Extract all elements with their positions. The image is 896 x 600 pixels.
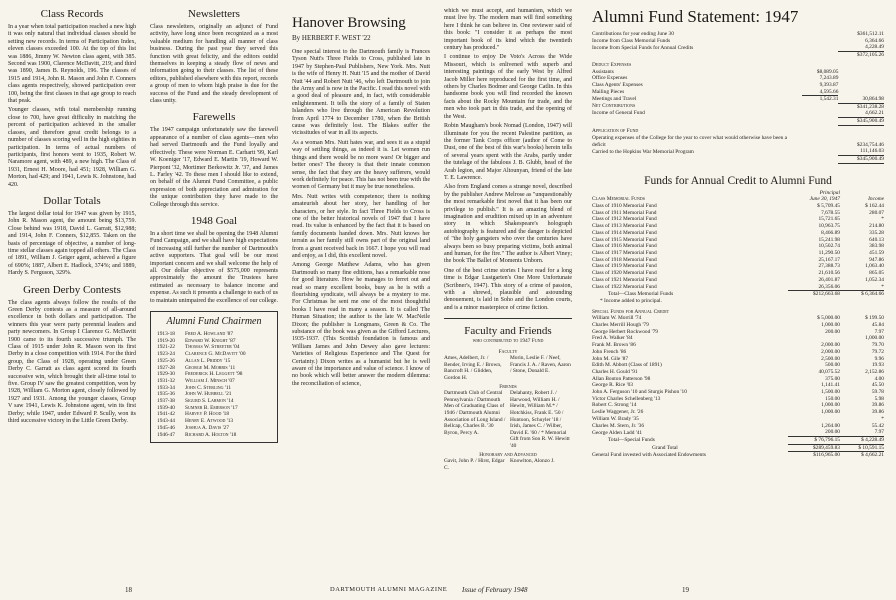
hanover-p3: Mrs. Nutt writes with competence; there is nothing amateurish about her story, her handling of her characters, or her style. In fact Three Fields to Cross is one of the better historical novels of 1947 that I have read. Its value is enhanced by the fact that it is based on family documents handed down. Mrs. Nutt knows her terrain as her family still owns part of the original land from a grant received back in 1667. I hope you will read and enjoy, as I did, this excellent novel. <box>292 193 430 259</box>
funds-header-row-2: Class Memorial Funds June 30, 1947 Income <box>592 196 884 203</box>
application-total-row: $345,900.49 <box>592 155 884 163</box>
class-fund-row: Class of 1918 Memorial Fund 25,167.17 947.86 <box>592 256 884 263</box>
column-1 <box>8 8 136 588</box>
chairman-row: 1931-32 William J. Minsch '07 <box>157 377 235 384</box>
deduct-heading: Deduct Expenses <box>592 61 632 68</box>
faculty-title: Faculty and Friends <box>464 325 552 338</box>
chairman-row: 1943-44 Henry E. Atwood '13 <box>157 418 234 425</box>
faculty-right: Morin, Leslie F. / Neef, Francis J. A. / Raven, Aaron / Stone, Donald E. <box>510 355 571 375</box>
column-4 <box>444 8 572 578</box>
operating-row: Operating expenses of the College for the year to cover what would otherwise have been a deficit $234,754.46 <box>592 134 884 148</box>
chairmen-title: Alumni Fund Chairmen <box>166 316 262 327</box>
friends-left: Dartmouth Club of Central Pennsylvania / Dartmouth Men of Graduating Class of 1946 / Dartmouth Alumni Association of Long Island / Bellcap, Charles B. '30 Byron, Percy A. <box>444 390 506 436</box>
class-fund-row: Class of 1914 Memorial Fund 8,466.89 335.28 <box>592 229 884 236</box>
hanover-p1: One special interest to the Dartmouth family is Frances Tyson Nutt's Three Fields to Cross, published late in 1947 by Stephen-Paul Publishers, New York. Mrs. Nutt is the wife of Henry H. Nutt '15 and the mother of David Nutt '44 and Robert Nutt '46, who left Dartmouth to join the Army and is now in the Pacific. I read this novel with a good deal of pleasure and, in fact, with considerable enlightenment. It tells the story of a family of Staten Islanders who live through the American Revolution from April 1774 to December 1780, when the British cause was definitely lost. The Blakes suffer the vicissitudes of war in all its aspects. <box>292 49 430 137</box>
farewells-text: The 1947 campaign unfortunately saw the farewell appearance of a number of class agents—men who had served Dartmouth and the Fund loyally and effectively. These were Norman E. Carhartt '99, Karl W. Koeniger '17, Edward E. Martin '19, Howard W. Pierpont '32, Mortimer Berkowitz Jr. '37, and James L. Farley '42. To these men I should like to extend, on behalf of the Alumni Fund Committee, a public expression of both appreciation and admiration for the unique contribution they have made to the College through this service. <box>150 127 278 208</box>
faculty-subtitle: who contributed to 1947 Fund <box>472 338 544 345</box>
grand-row: $345,900.49 <box>592 117 884 125</box>
chairman-row: 1919-20 Edward W. Knight '87 <box>157 337 236 344</box>
class-fund-row: Class of 1917 Memorial Fund 11,290.50 451.59 <box>592 249 884 256</box>
class-fund-row: Class of 1920 Memorial Fund 21,610.56 865.05 <box>592 270 884 277</box>
faculty-box <box>444 318 572 471</box>
class-fund-row: Class of 1915 Memorial Fund 15,241.98 640.13 <box>592 236 884 243</box>
expense-row-4: Meetings and Travel 1,542.31 30,864.98 <box>592 95 884 103</box>
income-row-1: Income from Class Memorial Funds 6,364.66 <box>592 37 884 44</box>
friends-heading: Friends <box>499 383 517 390</box>
income-row-0: Contributions for year ending June 30 $361,512.11 <box>592 31 884 37</box>
chairman-row: 1946-47 Richard A. Holton '18 <box>157 431 237 438</box>
special-fund-row: John French '86 2,000.00 79.72 <box>592 348 884 355</box>
page-number-right: 19 <box>682 586 689 594</box>
funds-header-row: Principal <box>819 189 840 196</box>
class-fund-row: Class of 1910 Memorial Fund $ 5,709.45 $ 162.44 <box>592 203 884 210</box>
class-records-p1: In a year when total participation reached a new high it was only natural that individual classes should be setting new records. In terms of Participation Index, eleven classes exceeded 100. At the top of this list was 1886, Jimmy W. Newton class agent, with 385. Second was 1900, Clarence McDavitt, 219; and third was 1890, James B. Reynolds, 196. The classes of 1915 and 1914, John R. Mason and John F. Conners class agents respectively, showed participation over 100, being the first classes in that age group to reach that peak. <box>8 24 136 105</box>
special-fund-row: Allan Bouton Patterson '98 375.00 4.00 <box>592 375 884 382</box>
goal-title: 1948 Goal <box>190 214 238 227</box>
class-fund-total-row: Total—Class Memorial Funds $212,663.68 $ 6,364.66 <box>608 290 884 298</box>
column-2 <box>150 8 278 578</box>
dollar-totals-title: Dollar Totals <box>43 194 101 207</box>
footnote-row: * Income added to principal. <box>600 297 662 304</box>
faculty-left: Ames, Adelbert, Jr. / Bender, Irving E. / Brown, Bancroft H. / Glidden, Gordon H. <box>444 355 502 382</box>
class-records-title: Class Records <box>40 8 104 20</box>
expense-row-1: Office Expenses 7,243.89 <box>592 75 839 82</box>
special-fund-row: William W. Morrill '74 $ 5,000.00 $ 199.50 <box>592 315 884 322</box>
general-row: Income of General Fund 4,662.21 <box>592 110 884 117</box>
special-fund-row: George Herbert Rockwood '79 200.00 7.97 <box>592 328 884 335</box>
green-derby-title: Green Derby Contests <box>23 283 121 296</box>
dollar-totals-text: The largest dollar total for 1947 was given by 1915, John R. Mason agent, the amount being $13,759. Close behind was 1918, David L. Garratt, $12,988; and 1914, John F. Conners, $12,855. Taken on the basis of percentage of objective, a number of long-time stellar classes again topped all others. The Class of 1891, William J. Geiger agent, achieved a figure of 690%; 1887, Albert E. Hadlock, 374%; and 1889, Hardy S. Ferguson, 329%. <box>8 210 136 277</box>
special-fund-row: John M. Gile '87 2,500.00 9.96 <box>592 355 884 362</box>
chairman-row: 1923-24 Clarence G. McDavitt '00 <box>157 351 246 358</box>
chairman-row: 1927-28 George M. Morris '11 <box>157 364 236 371</box>
class-records-p2: Younger classes, with total membership running close to 700, have great difficulty in matching the percent of participation achieved in the smaller classes, and therefore great credit belongs to a number of classes scoring well in the high eighties in participation. In terms of actual numbers of participants, first honors went to 1935, Robert W. Naramore agent, with 489, a new high. The Class of 1931, Ernest H. Moore, had 451; 1928, William G. Morton, had 429; and 1941, Lewis K. Johnstone, had 420. <box>8 107 136 188</box>
newsletters-text: Class newsletters, originally an adjunct of Fund activity, have long since been recognized as a most valuable medium for handling all manner of class business. During the past year they served this function with great felicity, and the editors outdid themselves in keeping a steady flow of news and information going to their classes. The list of these editors, published elsewhere with this report, records a group of men to whom high praise is due for the success of the Fund and the steady development of class unity. <box>150 24 278 105</box>
newsletters-title: Newsletters <box>188 8 240 20</box>
special-fund-row: John A. Ferguson '10 and Sturgis Pishon '10 1,500.00 59.78 <box>592 389 884 396</box>
hopkins-row: Carried to the Hopkins War Memorial Program 111,146.03 <box>592 148 884 155</box>
income-row-2: Income from Special Funds for Annual Credits 4,228.49 <box>592 44 884 51</box>
farewells-title: Farewells <box>192 111 236 124</box>
funds-title: Funds for Annual Credit to Alumni Fund <box>644 174 832 187</box>
hanover-byline: By HERBERT F. WEST '22 <box>292 34 371 42</box>
col4-p2: I continue to enjoy De Voto's Across the Wide Missouri, which is enlivened with superb and interesting paintings of the early West by Alfred Jacob Miller here reproduced for the first time, and others by Charles Bodmer and George Catlin. In this handsome book you will find recorded the known facts about the Rocky Mountain fur trade, and the men who took part in this trade, and the opening of the West. <box>444 54 572 120</box>
friends-right: Delahanty, Robert J. / Harwood, William H. / Hewitt, William M.* / Hotchkiss, Frank E. '50 / Huntoon, Schuyler '18 / Irish, James C. / Wilber, David E. '60 / * Memorial Gift from Son R. W. Hewitt '40 <box>510 390 570 449</box>
special-fund-row: Charles H. Gould '91 40,075.52 2,152.86 <box>592 368 884 375</box>
special-fund-row: George R. Rice '03 1,141.41 45.50 <box>592 382 884 389</box>
col4-p4: Also from England comes a strange novel, described by the publisher Andrew Melrose as "unquestionably the most remarkable first novel that it has been our privilege to publish." It is an amazing blend of imagination and erudition mixed up in an adventure story in which Shakespeare's holograph autobiography is featured and the danger is depicted of "the holy gangsters who over the centuries have always been so busy preparing victims, both animal and human, for the fire." The author is Albert Viney; the book The Ballet of Moments Unborn. <box>444 184 572 265</box>
goal-text: In a short time we shall be opening the 1948 Alumni Fund Campaign, and we shall have high expectations of increasing still further the number of Dartmouth's active supporters. That goal will be our most important concern and we shall welcome the help of all. Our dollar objective of $575,000 represents approximately the amount the Trustees have estimated as necessary to balance income and expense. As such it presents a challenge to each of us to maintain unimpaired the excellence of our college. <box>150 230 278 304</box>
chairman-row: 1925-26 Allan L. Priddy '15 <box>157 357 231 364</box>
statement-table <box>592 31 884 164</box>
class-fund-row: Class of 1912 Memorial Fund 15,721.65 * <box>592 216 884 223</box>
honorary-left: Gavit, John P. / Hirst, Edgar C. <box>444 458 505 471</box>
funds-table <box>592 190 884 459</box>
chairman-row: 1939-40 Sumner B. Emerson '17 <box>157 404 238 411</box>
faculty-heading: Faculty <box>498 348 518 355</box>
magazine-name: DARTMOUTH ALUMNI MAGAZINE <box>330 586 448 593</box>
hanover-title: Hanover Browsing <box>292 15 406 31</box>
special-fund-row: George Alden Ladd '41 200.00 7.97 <box>592 429 884 436</box>
chairman-row: 1941-42 Harvey P. Hood '18 <box>157 411 230 418</box>
special-heading-row: Special Funds for Annual Credit <box>592 308 670 315</box>
honorary-right: Knowlton, Alonzo J. <box>510 458 555 465</box>
chairman-row: 1913-18 Fred A. Howland '87 <box>157 331 234 337</box>
special-fund-row: William W. Brady '35 * <box>592 415 884 422</box>
expense-row-0: Assistants $8,089.05 <box>592 68 839 75</box>
chairmen-table <box>157 331 271 438</box>
special-fund-row: Charles M. Stern, Jr. '36 1,264.00 55.42 <box>592 422 884 429</box>
honorary-heading: Honorary and Advanced <box>479 451 537 458</box>
class-fund-row: Class of 1921 Memorial Fund 26,401.87 1,052.34 <box>592 276 884 283</box>
special-fund-row: Edith M. Abbott (Class of 1891) 500.00 19.93 <box>592 362 884 369</box>
col4-p5: One of the best crime stories I have read for a long time is Edgar Lustgarten's One More Unfortunate (Scribner's, 1947). This story of a crime of passion, with a shrewd, plausible and astounding denouement, is laid in Soho and the London courts, and is a minor masterpiece of crime fiction. <box>444 267 572 311</box>
income-total-row: $372,105.26 <box>592 52 884 59</box>
special-fund-row: Leslie Waggener, Jr. '26 1,000.00 39.86 <box>592 409 884 416</box>
chairman-row: 1921-22 Thomas W. Streeter '04 <box>157 344 240 351</box>
green-derby-text: The class agents always follow the results of the Green Derby contests as a measure of all-around excellence in both dollars and participation. The winners this year were party perennial leaders and party newcomers. In Group I Clarence G. McDavitt 1900 came to its fourth successive triumph. The Class of 1915 under John R. Mason won its first Derby in a close competition with 1914. For the third group, the Class of 1928, operating under Green Derby C. Garratt as class agent scored its fourth successive win, which brought their all-time total to five. Group IV saw the greatest competition, won by 1928, William G. Morton agent, closely followed by 1927 and 1931. Among the younger classes, Group V saw 1941, Lewis K. Johnstone agent, win its first Derby; while 1947, under Edward P. Scully, won its third successive victory in the Little Green Derby. <box>8 299 136 425</box>
class-fund-row: Class of 1922 Memorial Fund 26,356.06 * <box>592 283 884 290</box>
hanover-p4: Among George Matthew Adams, who has given Dartmouth so many fine editions, has a remarkable nose for good literature. How he manages to ferret out and read so many excellent books, busy as he is with a flourishing syndicate, will always be a mystery to me. For Christmas he sent me one of the most thoughtful books I have read in many a season. It is called The Human Situation; the author is the late W. MacNeile Dixon; the publisher is Longmans, Green & Co. The substance of the book was given as the Gifford Lectures, 1935-1937. (This Scottish foundation is famous and William James and John Dewey also gave lectures: Varieties of Religious Experience and The Quest for Certainty.) Dixon writes as a humanist but he is well aware of the importance and value of science. I know of no book which will better answer the modern dilemma: the reconciliation of science, <box>292 262 430 387</box>
hanover-p2: As a woman Mrs. Nutt hates war, and sees it as a stupid way of settling things, as indeed it is. Let women run things and there would be no more wars! Or bigger and better ones? The theory is that their innate common sense, the fact that they are the heavy sufferers, would work definitely for peace. This has not been true with the women of Germany but it may be true nonetheless. <box>292 139 430 191</box>
column-3 <box>292 8 430 578</box>
col4-p1: which we must accept, and humanism, which we must live by. The modern man will find something here I think he can believe in. One reviewer said of this book: "I consider it as perhaps the most important book of its kind which the twentieth century has produced." <box>444 8 572 52</box>
expense-row-3: Mailing Pieces 4,595.66 <box>592 88 839 95</box>
application-heading: Application of Fund <box>592 128 639 135</box>
expense-row-2: Class Agents' Expenses 9,393.87 <box>592 81 839 88</box>
class-fund-row: Class of 1916 Memorial Fund 10,502.74 383.98 <box>592 243 884 250</box>
chairmen-box <box>150 311 278 443</box>
special-fund-row: Victor Charles Schellenberg '13 150.00 5.98 <box>592 395 884 402</box>
right-page <box>592 6 884 586</box>
chairman-row: 1935-36 John W. Hubbell '21 <box>157 391 232 398</box>
special-total-row: Total—Special Funds $ 76,796.15 $ 4,228.49 <box>608 436 884 443</box>
col4-p3: Robin Maugham's book Nomad (London, 1947) will illuminate for you the recent Palestine partition, as the former Tank Corps officer (author of Come to Dust, one of the best of this war's books) herein tells of several years spent with the Arabs, partly under the tutelage of the fabulous J. B. Glubb, head of the Arab legion, and Major Altounyan, friend of the late T. E. Lawrence. <box>444 123 572 181</box>
special-fund-row: Charles Merrill Hough '79 1,000.00 45.84 <box>592 322 884 329</box>
class-fund-row: Class of 1919 Memorial Fund 27,388.73 1,063.40 <box>592 263 884 270</box>
statement-title: Alumni Fund Statement: 1947 <box>592 7 799 26</box>
general-fund-row: General Fund invested with Associated Endowments $116,965.00 $ 4,662.21 <box>592 452 884 459</box>
chairman-row: 1937-38 Sigurd S. Larmon '14 <box>157 398 234 405</box>
special-fund-row: Robert C. Strong '14 1,000.00 39.86 <box>592 402 884 409</box>
class-fund-row: Class of 1913 Memorial Fund 10,963.75 214.80 <box>592 223 884 230</box>
special-fund-row: Frank M. Brown '86 2,000.00 79.70 <box>592 342 884 349</box>
grand-total-row: Grand Total $289,459.83 $ 10,591.15 <box>652 444 884 451</box>
chairman-row: 1945-46 Joshua A. Davis '27 <box>157 424 229 431</box>
chairman-row: 1933-34 John C. Sterling '11 <box>157 384 232 391</box>
special-fund-row: Fred A. Walker '84 1,000.00 <box>592 335 884 342</box>
page-number-left: 18 <box>125 586 132 594</box>
class-fund-row: Class of 1911 Memorial Fund 7,678.55 280.07 <box>592 209 884 216</box>
chairman-row: 1929-30 Frederick H. Leggett '98 <box>157 371 243 378</box>
net-row: Net Contributions $341,238.28 <box>592 103 884 110</box>
issue-line: Issue of February 1948 <box>462 586 528 594</box>
